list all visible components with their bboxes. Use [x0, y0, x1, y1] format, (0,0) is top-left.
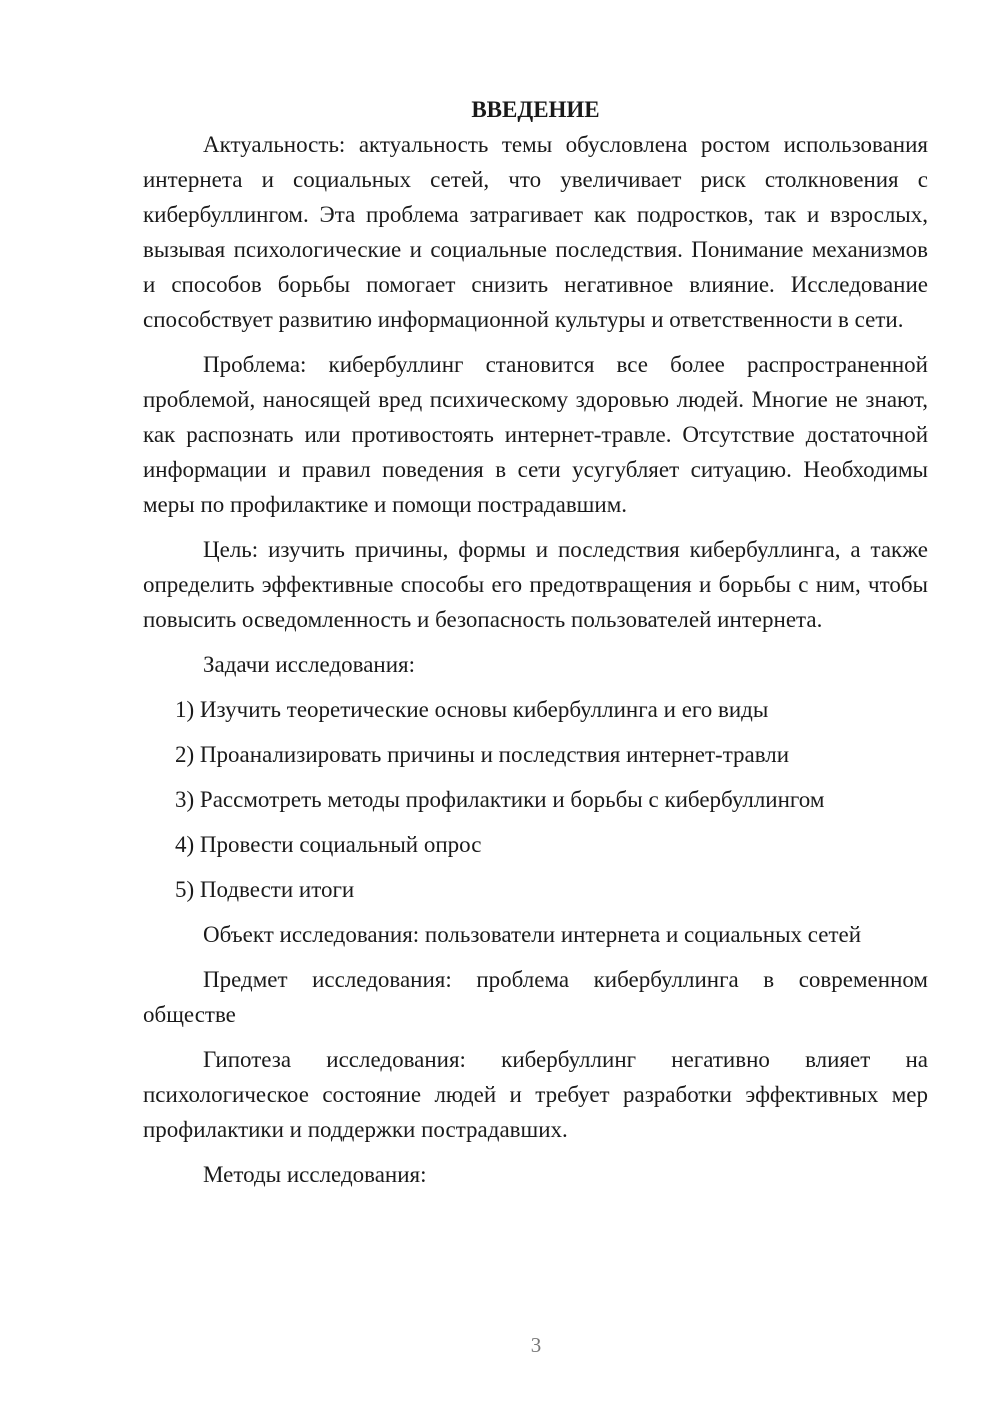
subject-paragraph: Предмет исследования: проблема кибербуллинга в современном обществе: [143, 967, 928, 1027]
tasks-heading: Задачи исследования:: [203, 652, 416, 677]
task-item: 2) Проанализировать причины и последствия интернет-травли: [175, 742, 790, 767]
problem-paragraph: Проблема: кибербуллинг становится все более распространенной проблемой, наносящей вред психическому здоровью людей. Многие не знают, как распознать или противостоять интернет-травле. Отсутствие достаточной информации и правил поведения в сети усугубляет ситуацию. Необходимы меры по профилактике и помощи пострадавшим.: [143, 352, 928, 517]
task-item: 1) Изучить теоретические основы кибербуллинга и его виды: [175, 697, 769, 722]
object-paragraph: Объект исследования: пользователи интернета и социальных сетей: [203, 922, 862, 947]
page-number: 3: [530, 1333, 542, 1357]
goal-paragraph: Цель: изучить причины, формы и последствия кибербуллинга, а также определить эффективные способы его предотвращения и борьбы с ним, чтобы повысить осведомленность и безопасность пользователей интернета.: [143, 537, 928, 632]
task-item: 3) Рассмотреть методы профилактики и борьбы с кибербуллингом: [175, 787, 825, 812]
task-item: 4) Провести социальный опрос: [175, 832, 482, 857]
task-item: 5) Подвести итоги: [175, 877, 355, 902]
methods-heading: Методы исследования:: [203, 1162, 427, 1187]
page-content: [143, 92, 928, 1202]
hypothesis-paragraph: Гипотеза исследования: кибербуллинг негативно влияет на психологическое состояние людей и требует разработки эффективных мер профилактики и поддержки пострадавших.: [143, 1047, 928, 1142]
tasks-list: [143, 692, 928, 907]
relevance-paragraph: Актуальность: актуальность темы обусловлена ростом использования интернета и социальных сетей, что увеличивает риск столкновения с кибербуллингом. Эта проблема затрагивает как подростков, так и взрослых, вызывая психологические и социальные последствия. Понимание механизмов и способов борьбы помогает снизить негативное влияние. Исследование способствует развитию информационной культуры и ответственности в сети.: [143, 132, 928, 332]
section-title: ВВЕДЕНИЕ: [471, 97, 600, 122]
